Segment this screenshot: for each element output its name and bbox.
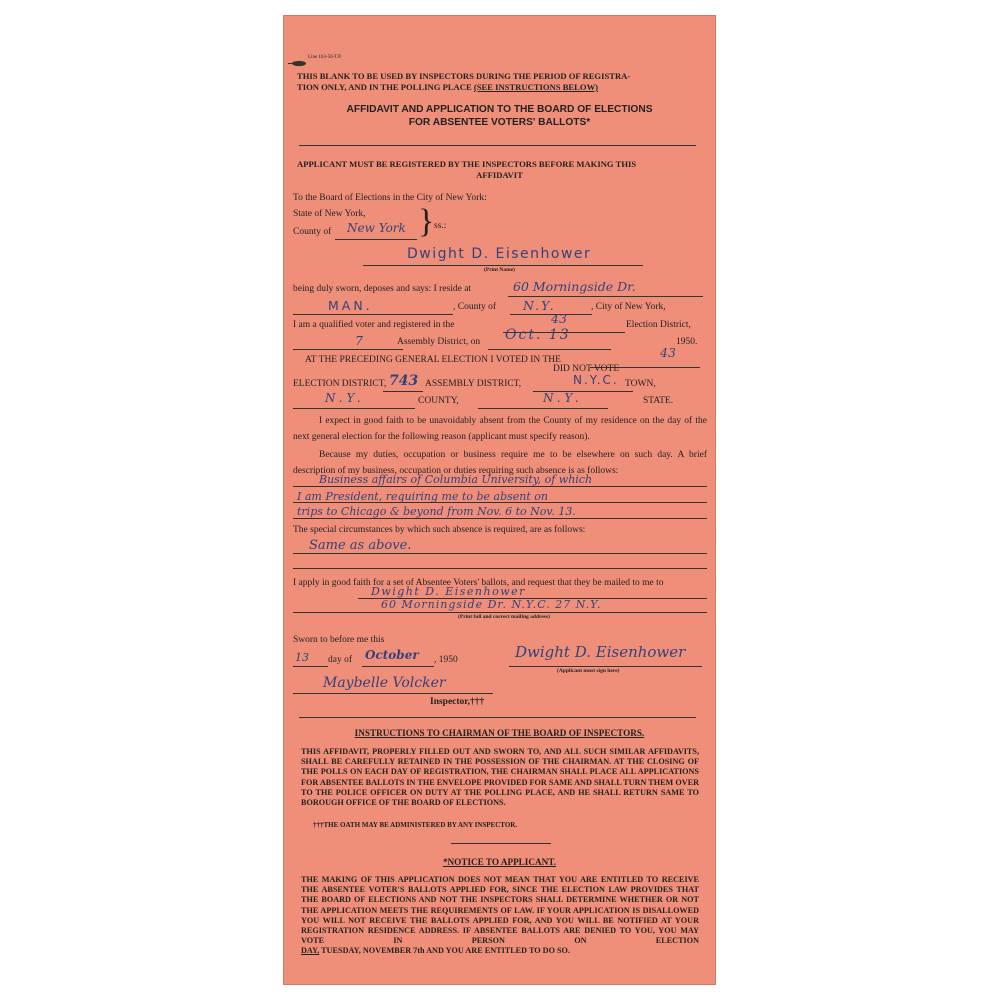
special-text: The special circumstances by which such absence is required, are as follows: bbox=[293, 525, 586, 535]
sworn-day-handwritten: 13 bbox=[295, 651, 309, 664]
notice-body: THE MAKING OF THIS APPLICATION DOES NOT MEAN THAT YOU ARE ENTITLED TO RECEIVE THE ABSENTEE VOTER'S BALLOTS APPLIED FOR, SINCE THE ELECTION LAW PROVIDES THAT THE BOARD OF ELECTIONS AND NOT THE INSPECTORS SHALL DETERMINE WHETHER OR NOT THE APPLICATION MEETS THE REQUIREMENTS OF LAW. IF YOUR APPLICATION IS DISALLOWED YOU WILL NOT RECEIVE THE BALLOTS APPLIED FOR, AND YOU WILL BE NOTIFIED AT YOUR REGISTRATION RESIDENCE ADDRESS. IF ABSENTEE BALLOTS ARE DENIED TO YOU, YOU MAY VOTE IN PERSON ON ELECTION bbox=[301, 875, 699, 946]
preceding-line-2: DID NOT VOTE bbox=[553, 364, 620, 374]
sworn-year-text: , 1950 bbox=[434, 655, 458, 665]
mailing-caption: (Print full and correct mailing address) bbox=[458, 614, 550, 620]
expect-paragraph: I expect in good faith to be unavoidably absent from the County of my residence on the day of the next general election for the following reason (applicant must specify reason). bbox=[293, 416, 707, 442]
instructions-title: INSTRUCTIONS TO CHAIRMAN OF THE BOARD OF INSPECTORS. bbox=[354, 728, 645, 738]
form-title-line-2: FOR ABSENTEE VOTERS' BALLOTS* bbox=[408, 117, 591, 128]
applicant-name-handwritten: Dwight D. Eisenhower bbox=[407, 246, 592, 262]
oath-note: †††THE OATH MAY BE ADMINISTERED BY ANY INSPECTOR. bbox=[313, 821, 518, 829]
day-of-text: day of bbox=[328, 655, 353, 665]
apply-paragraph: I apply in good faith for a set of Absentee Voters' ballots, and request that they be mailed to me to bbox=[293, 578, 664, 588]
county-of-text: , County of bbox=[453, 302, 497, 312]
form-title-line-1: AFFIDAVIT AND APPLICATION TO THE BOARD OF ELECTIONS bbox=[346, 104, 653, 115]
print-name-caption: (Print Name) bbox=[484, 267, 516, 273]
sworn-text: being duly sworn, deposes and says: I reside at bbox=[293, 284, 472, 294]
inspector-signature: Maybelle Volcker bbox=[323, 675, 446, 691]
reason-line-1-handwritten: Business affairs of Columbia University, of which bbox=[319, 473, 593, 486]
assembly-district-handwritten: 7 bbox=[355, 333, 363, 348]
notice-last-line: DAY, TUESDAY, NOVEMBER 7th AND YOU ARE ENTITLED TO DO SO. bbox=[301, 946, 570, 955]
requirement-line-2: AFFIDAVIT bbox=[476, 170, 523, 180]
year-text: 1950. bbox=[676, 337, 698, 347]
registered-text: I am a qualified voter and registered in the bbox=[293, 320, 455, 330]
notice-title: *NOTICE TO APPLICANT. bbox=[442, 857, 557, 867]
applicant-sign-caption: (Applicant must sign here) bbox=[557, 668, 620, 674]
requirement-line-1: APPLICANT MUST BE REGISTERED BY THE INSPECTORS BEFORE MAKING THIS bbox=[297, 159, 637, 169]
inspector-label: Inspector,††† bbox=[430, 697, 485, 707]
applicant-signature: Dwight D. Eisenhower bbox=[515, 643, 686, 661]
instructions-body: THIS AFFIDAVIT, PROPERLY FILLED OUT AND SWORN TO, AND ALL SUCH SIMILAR AFFIDAVITS, SHALL BE CAREFULLY RETAINED IN THE POSSESSION OF THE CHAIRMAN. AT THE CLOSING OF THE POLLS ON EACH DAY OF REGISTRATION, THE CHAIRMAN SHALL PLACE ALL APPLICATIONS FOR ABSENTEE BALLOTS IN THE ENVELOPE PROVIDED FOR SAME AND SHALL TURN THEM OVER TO THE POLICE OFFICER ON DUTY AT THE POLLING PLACE, AND HE SHALL RETURN SAME TO BOROUGH OFFICE OF THE BOARD OF ELECTIONS. bbox=[301, 747, 699, 808]
duties-paragraph: Because my duties, occupation or business require me to be elsewhere on such day. A brief description of my business, occupation or duties requiring such absence is as follows: bbox=[293, 450, 707, 476]
preceding-ed-handwritten: 43 bbox=[660, 345, 676, 360]
county-handwritten: New York bbox=[347, 221, 406, 235]
sworn-month-handwritten: October bbox=[365, 648, 419, 662]
city-ny-text: , City of New York, bbox=[591, 302, 666, 312]
reason-line-3-handwritten: trips to Chicago & beyond from Nov. 6 to Nov. 13. bbox=[297, 505, 576, 518]
assembly-district-on-text: Assembly District, on bbox=[397, 337, 481, 347]
county-label: County of bbox=[293, 227, 332, 237]
bracket: } bbox=[418, 203, 435, 240]
state-caps: STATE. bbox=[643, 396, 674, 406]
state-text: State of New York, bbox=[293, 209, 366, 219]
town-text: TOWN, bbox=[625, 379, 656, 389]
preceding-ed-inline-handwritten: 743 bbox=[389, 373, 419, 389]
to-board-text: To the Board of Elections in the City of New York: bbox=[293, 193, 487, 203]
notice-line-2: TION ONLY, AND IN THE POLLING PLACE (SEE INSTRUCTIONS BELOW) bbox=[297, 82, 599, 92]
preceding-county-a-handwritten: N.Y. bbox=[325, 391, 365, 405]
borough-handwritten: MAN. bbox=[328, 298, 373, 313]
mail-address-handwritten: 60 Morningside Dr. N.Y.C. 27 N.Y. bbox=[381, 598, 602, 611]
election-district-handwritten: 43 bbox=[551, 311, 567, 326]
ss-text: ss.: bbox=[434, 221, 447, 231]
divider bbox=[299, 145, 696, 146]
affidavit-form bbox=[283, 15, 716, 985]
election-district-caps: ELECTION DISTRICT, bbox=[293, 379, 387, 389]
preceding-town-handwritten: N.Y.C. bbox=[573, 373, 619, 387]
special-handwritten: Same as above. bbox=[309, 538, 412, 553]
sworn-before-text: Sworn to before me this bbox=[293, 635, 385, 645]
residence-handwritten: 60 Morningside Dr. bbox=[513, 279, 636, 294]
assembly-district-caps: ASSEMBLY DISTRICT, bbox=[425, 379, 522, 389]
form-code: Line 163-50-T.P. bbox=[308, 55, 342, 60]
notice-line-1: THIS BLANK TO BE USED BY INSPECTORS DURING THE PERIOD OF REGISTRA- bbox=[297, 71, 631, 81]
printer-mark-icon bbox=[288, 54, 306, 72]
mail-name-handwritten: Dwight D. Eisenhower bbox=[371, 585, 526, 598]
county2-handwritten: N.Y. bbox=[523, 298, 556, 313]
registration-date-handwritten: Oct. 13 bbox=[505, 327, 571, 343]
preceding-county-b-handwritten: N.Y. bbox=[543, 391, 583, 405]
election-district-text: Election District, bbox=[626, 320, 691, 330]
reason-line-2-handwritten: I am President, requiring me to be absent on bbox=[297, 490, 549, 503]
county-caps: COUNTY, bbox=[418, 396, 459, 406]
preceding-line-1: AT THE PRECEDING GENERAL ELECTION I VOTED IN THE bbox=[305, 355, 561, 365]
